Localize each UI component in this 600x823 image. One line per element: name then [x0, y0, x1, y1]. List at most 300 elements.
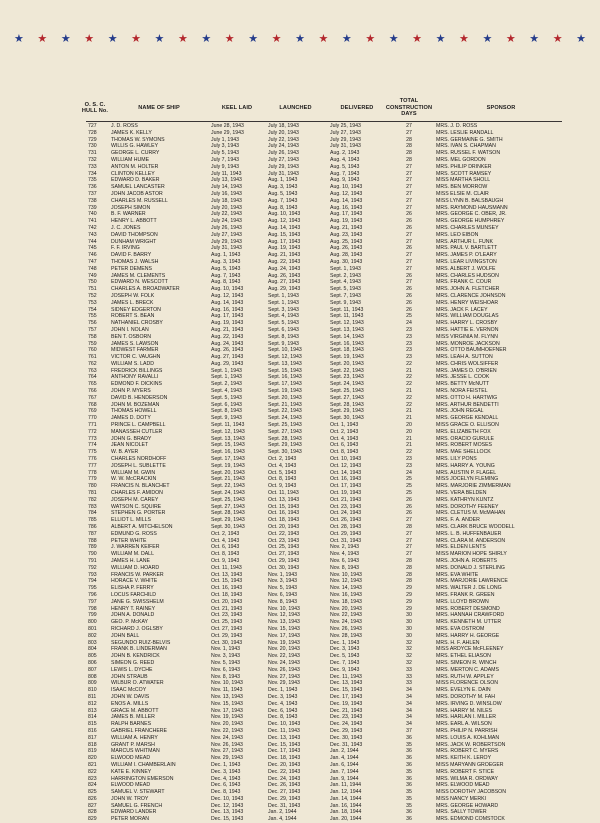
- keel-laid-cell: Oct. 30, 1943: [211, 639, 243, 646]
- table-row: [0, 347, 600, 354]
- launched-cell: Jan. 2, 1944: [268, 809, 297, 816]
- table-row: [0, 606, 600, 613]
- construction-days-cell: 29: [406, 585, 412, 592]
- star-icon: ★: [412, 32, 423, 45]
- construction-days-cell: 26: [406, 496, 412, 503]
- launched-cell: Oct. 23, 1943: [268, 537, 300, 544]
- sponsor-cell: MRS. HARRY A. YOUNG: [436, 462, 495, 469]
- launched-cell: Oct. 15, 1943: [268, 503, 300, 510]
- construction-days-cell: 25: [406, 313, 412, 320]
- construction-days-cell: 23: [406, 326, 412, 333]
- sponsor-cell: MRS. ROBERT MOSES: [436, 442, 493, 449]
- star-icon: ★: [529, 32, 540, 45]
- ship-name-cell: GABRIEL FRANCHERE: [111, 727, 168, 734]
- keel-laid-cell: Aug. 16, 1943: [211, 306, 244, 313]
- table-row: [0, 177, 600, 184]
- keel-laid-cell: Nov. 10, 1943: [211, 680, 243, 687]
- hull-number-cell: 752: [88, 292, 97, 299]
- star-icon: ★: [505, 32, 516, 45]
- keel-laid-cell: Sept. 22, 1943: [211, 483, 245, 490]
- table-row: [0, 708, 600, 715]
- keel-laid-cell: July 3, 1943: [211, 143, 239, 150]
- launched-cell: Aug. 24, 1943: [268, 265, 301, 272]
- delivered-cell: Sept. 9, 1943: [330, 299, 361, 306]
- delivered-cell: Oct. 24, 1943: [330, 510, 362, 517]
- sponsor-cell: MRS. JESSE L. COOK: [436, 374, 490, 381]
- keel-laid-cell: Nov. 20, 1943: [211, 721, 243, 728]
- launched-cell: Jan. 4, 1944: [268, 816, 297, 823]
- hull-number-cell: 733: [88, 163, 97, 170]
- sponsor-cell: MRS. ALBERT J. WOLFE: [436, 265, 496, 272]
- construction-days-cell: 32: [406, 646, 412, 653]
- hull-number-cell: 806: [88, 659, 97, 666]
- keel-laid-cell: June 29, 1943: [211, 129, 244, 136]
- launched-cell: Dec. 26, 1943: [268, 782, 301, 789]
- construction-days-cell: 36: [406, 775, 412, 782]
- launched-cell: Sept. 28, 1943: [268, 435, 302, 442]
- table-row: [0, 653, 600, 660]
- table-row: [0, 748, 600, 755]
- construction-days-cell: 27: [406, 258, 412, 265]
- hull-number-cell: 813: [88, 707, 97, 714]
- table-row: [0, 701, 600, 708]
- construction-days-cell: 27: [406, 170, 412, 177]
- launched-cell: Nov. 29, 1943: [268, 680, 300, 687]
- sponsor-cell: MRS. JOHN REGAL: [436, 408, 484, 415]
- ship-name-cell: STEPHEN G. PORTER: [111, 510, 166, 517]
- delivered-cell: Dec. 9, 1943: [330, 666, 360, 673]
- table-row: [0, 714, 600, 721]
- launched-cell: Nov. 6, 1943: [268, 591, 298, 598]
- table-row: [0, 803, 600, 810]
- ship-name-cell: J. D. ROSS: [111, 123, 138, 129]
- ship-name-cell: WILLIS G. HAWLEY: [111, 143, 159, 150]
- keel-laid-cell: Sept. 9, 1943: [211, 415, 242, 422]
- hull-number-cell: 754: [88, 306, 97, 313]
- hull-number-cell: 819: [88, 748, 97, 755]
- launched-cell: Aug. 26, 1943: [268, 272, 301, 279]
- delivered-cell: Dec. 30, 1943: [330, 734, 363, 741]
- sponsor-cell: MRS. RAYMOND HAUSMANN: [436, 204, 508, 211]
- table-row: [0, 789, 600, 796]
- hull-number-cell: 824: [88, 782, 97, 789]
- star-icon: ★: [14, 32, 24, 45]
- ship-name-cell: JOHN G. BRADY: [111, 435, 152, 442]
- construction-days-cell: 22: [406, 394, 412, 401]
- keel-laid-cell: Aug. 29, 1943: [211, 360, 244, 367]
- hull-number-cell: 778: [88, 469, 97, 476]
- table-row: [0, 619, 600, 626]
- ship-name-cell: MARCUS WHITMAN: [111, 748, 160, 755]
- keel-laid-cell: Aug. 10, 1943: [211, 286, 244, 293]
- sponsor-cell: MRS. HENRY WEISHOAR: [436, 299, 499, 306]
- table-row: [0, 408, 600, 415]
- construction-days-cell: 28: [406, 143, 412, 150]
- keel-laid-cell: Dec. 13, 1943: [211, 809, 244, 816]
- ship-name-cell: JAMES M. CLEMENTS: [111, 272, 166, 279]
- table-row: [0, 694, 600, 701]
- ship-name-cell: JEAN NICOLET: [111, 442, 149, 449]
- sponsor-cell: MRS. OTTO BAUMHOEFNER: [436, 347, 507, 354]
- header-hull-number: O. S. C. HULL No.: [81, 101, 109, 114]
- keel-laid-cell: Dec. 12, 1943: [211, 802, 244, 809]
- table-row: [0, 660, 600, 667]
- table-row: [0, 538, 600, 545]
- launched-cell: Sept. 9, 1943: [268, 340, 299, 347]
- keel-laid-cell: Oct. 20, 1943: [211, 598, 243, 605]
- delivered-cell: Oct. 6, 1943: [330, 442, 359, 449]
- delivered-cell: Dec. 24, 1943: [330, 721, 363, 728]
- keel-laid-cell: Nov. 29, 1943: [211, 755, 243, 762]
- ship-name-cell: CLINTON KELLEY: [111, 170, 155, 177]
- table-row: [0, 123, 600, 130]
- sponsor-cell: MRS. JOHN A. ROBERTS: [436, 558, 498, 564]
- launched-cell: Dec. 10, 1943: [268, 721, 301, 728]
- ship-name-cell: ANTHONY RAVALLI: [111, 374, 159, 381]
- sponsor-cell: MRS. ROBERT F. STICE: [436, 768, 495, 775]
- hull-number-cell: 781: [88, 490, 97, 497]
- sponsor-cell: MRS. WILMA R. ORDWAY: [436, 775, 498, 782]
- sponsor-cell: MRS. MAE SHELLOCK: [436, 449, 491, 456]
- construction-days-cell: 24: [406, 469, 412, 476]
- construction-days-cell: 28: [406, 136, 412, 143]
- launched-cell: Sept. 12, 1943: [268, 354, 302, 361]
- ship-name-cell: WILLIAM I. CHAMBERLAIN: [111, 761, 176, 768]
- keel-laid-cell: Oct. 16, 1943: [211, 585, 243, 592]
- construction-days-cell: 26: [406, 292, 412, 299]
- ship-name-cell: JOHN BALL: [111, 632, 140, 639]
- ship-name-cell: NATHANIEL CROSBY: [111, 320, 163, 327]
- ship-name-cell: GEO. P. McKAY: [111, 619, 148, 626]
- hull-number-cell: 807: [88, 666, 97, 673]
- launched-cell: Sept. 6, 1943: [268, 326, 299, 333]
- hull-number-cell: 747: [88, 258, 97, 265]
- ship-name-cell: DAVID F. BARRY: [111, 252, 152, 259]
- delivered-cell: Nov. 2, 1943: [330, 544, 360, 551]
- sponsor-cell: MRS. OTTO H. HARTWIG: [436, 394, 498, 401]
- hull-number-cell: 810: [88, 687, 97, 694]
- construction-days-cell: 34: [406, 721, 412, 728]
- hull-number-cell: 794: [88, 578, 97, 585]
- construction-days-cell: 23: [406, 462, 412, 469]
- launched-cell: Aug. 10, 1943: [268, 211, 301, 218]
- hull-number-cell: 795: [88, 585, 97, 592]
- delivered-cell: Sept. 5, 1943: [330, 286, 361, 293]
- star-icon: ★: [248, 32, 259, 45]
- sponsor-cell: MRS. HARRY H. GEORGE: [436, 632, 500, 639]
- table-row: [0, 205, 600, 212]
- table-row: [0, 816, 600, 823]
- hull-number-cell: 817: [88, 734, 97, 741]
- keel-laid-cell: Dec. 10, 1943: [211, 795, 244, 802]
- delivered-cell: Jan. 11, 1944: [330, 782, 362, 789]
- keel-laid-cell: Sept. 20, 1943: [211, 469, 245, 476]
- table-row: [0, 388, 600, 395]
- hull-number-cell: 738: [88, 197, 97, 204]
- sponsor-cell: MISS JOCELYN FLEMING: [436, 476, 499, 483]
- launched-cell: July 18, 1943: [268, 123, 299, 129]
- construction-days-cell: 32: [406, 653, 412, 660]
- construction-days-cell: 27: [406, 551, 412, 558]
- delivered-cell: Oct. 29, 1943: [330, 530, 362, 537]
- sponsor-cell: MISS NANCY MERKI: [436, 795, 487, 802]
- construction-days-cell: 35: [406, 795, 412, 802]
- hull-number-cell: 759: [88, 340, 97, 347]
- construction-days-cell: 23: [406, 340, 412, 347]
- ship-name-cell: LEWIS L. DYCHE: [111, 666, 153, 673]
- hull-number-cell: 802: [88, 632, 97, 639]
- table-row: [0, 320, 600, 327]
- delivered-cell: Aug. 9, 1943: [330, 177, 360, 184]
- sponsor-cell: MRS. J. D. ROSS: [436, 123, 478, 129]
- launched-cell: Nov. 24, 1943: [268, 659, 300, 666]
- keel-laid-cell: July 9, 1943: [211, 163, 239, 170]
- construction-days-cell: 26: [406, 272, 412, 279]
- table-row: [0, 130, 600, 137]
- star-icon: ★: [224, 32, 235, 45]
- delivered-cell: Aug. 19, 1943: [330, 218, 363, 225]
- table-row: [0, 517, 600, 524]
- hull-number-cell: 751: [88, 286, 97, 293]
- table-row: [0, 232, 600, 239]
- construction-days-cell: 28: [406, 571, 412, 578]
- keel-laid-cell: July 18, 1943: [211, 197, 242, 204]
- hull-number-cell: 797: [88, 598, 97, 605]
- table-row: [0, 239, 600, 246]
- launched-cell: Sept. 5, 1943: [268, 320, 299, 327]
- delivered-cell: Jan. 20, 1944: [330, 816, 362, 823]
- launched-cell: Dec. 18, 1943: [268, 755, 301, 762]
- ship-name-cell: W. B. AYER: [111, 449, 139, 456]
- sponsor-cell: MRS. RUTH W. APPLEY: [436, 673, 494, 680]
- delivered-cell: Sept. 22, 1943: [330, 367, 364, 374]
- header-rule: [86, 121, 562, 122]
- launched-cell: Nov. 26, 1943: [268, 666, 300, 673]
- ship-name-cell: VICTOR C. VAUGHN: [111, 354, 161, 361]
- table-row: [0, 565, 600, 572]
- delivered-cell: Sept. 18, 1943: [330, 347, 364, 354]
- sponsor-cell: MRS. DOROTHY M. FAH: [436, 693, 495, 700]
- star-icon: ★: [84, 32, 95, 45]
- keel-laid-cell: Aug. 14, 1943: [211, 299, 244, 306]
- sponsor-cell: MRS. ELWOOD MEAD: [436, 782, 490, 789]
- delivered-cell: Oct. 1, 1943: [330, 422, 359, 429]
- sponsor-cell: MRS. F. A. ANDER: [436, 517, 480, 524]
- launched-cell: Aug. 29, 1943: [268, 286, 301, 293]
- ship-name-cell: ELISHA P. FERRY: [111, 585, 154, 592]
- construction-days-cell: 27: [406, 537, 412, 544]
- construction-days-cell: 27: [406, 265, 412, 272]
- ship-table-body: [0, 123, 600, 823]
- construction-days-cell: 22: [406, 374, 412, 381]
- launched-cell: July 20, 1943: [268, 129, 299, 136]
- ship-name-cell: CHARLES A. BROADWATER: [111, 286, 180, 293]
- ship-name-cell: HORACE V. WHITE: [111, 578, 158, 585]
- construction-days-cell: 21: [406, 415, 412, 422]
- table-row: [0, 531, 600, 538]
- keel-laid-cell: Oct. 2, 1943: [211, 530, 240, 537]
- delivered-cell: Sept. 23, 1943: [330, 374, 364, 381]
- delivered-cell: July 29, 1943: [330, 136, 361, 143]
- star-icon: ★: [576, 32, 586, 45]
- hull-number-cell: 756: [88, 320, 97, 327]
- hull-number-cell: 772: [88, 428, 97, 435]
- construction-days-cell: 27: [406, 197, 412, 204]
- table-row: [0, 374, 600, 381]
- table-row: [0, 646, 600, 653]
- construction-days-cell: 28: [406, 564, 412, 571]
- launched-cell: Oct. 20, 1943: [268, 524, 300, 531]
- ship-name-cell: SAMUEL LANCASTER: [111, 184, 165, 191]
- sponsor-cell: MRS. LLOYD BROWN: [436, 598, 489, 605]
- ship-name-cell: EDMOND F. DICKINS: [111, 381, 163, 388]
- launched-cell: Aug. 19, 1943: [268, 245, 301, 252]
- delivered-cell: Sept. 13, 1943: [330, 326, 364, 333]
- launched-cell: Sept. 1, 1943: [268, 299, 299, 306]
- delivered-cell: Nov. 14, 1943: [330, 585, 362, 592]
- keel-laid-cell: Sept. 27, 1943: [211, 503, 245, 510]
- launched-cell: Aug. 17, 1943: [268, 238, 301, 245]
- construction-days-cell: 26: [406, 224, 412, 231]
- construction-days-cell: 36: [406, 816, 412, 823]
- sponsor-cell: MRS. SALLY TOWER: [436, 809, 487, 816]
- table-row: [0, 279, 600, 286]
- table-row: [0, 164, 600, 171]
- hull-number-cell: 823: [88, 775, 97, 782]
- table-row: [0, 483, 600, 490]
- ship-name-cell: JAMES S. LAWSON: [111, 340, 159, 347]
- sponsor-cell: MRS. MERTON C. ADAMS: [436, 666, 499, 673]
- launched-cell: Oct. 5, 1943: [268, 469, 297, 476]
- sponsor-cell: MRS. AUSTIN P. FLAGEL: [436, 469, 497, 476]
- star-icon: ★: [365, 32, 376, 45]
- star-icon: ★: [154, 32, 165, 45]
- keel-laid-cell: Nov. 22, 1943: [211, 727, 243, 734]
- construction-days-cell: 36: [406, 734, 412, 741]
- ship-name-cell: ROBERT S. BEAN: [111, 313, 155, 320]
- hull-number-cell: 783: [88, 503, 97, 510]
- delivered-cell: Dec. 23, 1943: [330, 714, 363, 721]
- sponsor-cell: MISS ELSIE M. CLAIR: [436, 190, 489, 197]
- construction-days-cell: 23: [406, 456, 412, 463]
- hull-number-cell: 786: [88, 524, 97, 531]
- keel-laid-cell: Aug. 3, 1943: [211, 258, 241, 265]
- hull-number-cell: 758: [88, 333, 97, 340]
- construction-days-cell: 25: [406, 483, 412, 490]
- delivered-cell: Sept. 12, 1943: [330, 320, 364, 327]
- construction-days-cell: 35: [406, 789, 412, 796]
- star-icon: ★: [295, 32, 305, 45]
- hull-number-cell: 767: [88, 394, 97, 401]
- launched-cell: Dec. 8, 1943: [268, 714, 298, 721]
- keel-laid-cell: Sept. 28, 1943: [211, 510, 245, 517]
- keel-laid-cell: July 27, 1943: [211, 231, 242, 238]
- delivered-cell: Nov. 8, 1943: [330, 564, 360, 571]
- sponsor-cell: MISS DOROTHY JACOBSON: [436, 789, 506, 796]
- keel-laid-cell: Nov. 24, 1943: [211, 734, 243, 741]
- delivered-cell: Sept. 28, 1943: [330, 401, 364, 408]
- construction-days-cell: 25: [406, 476, 412, 483]
- table-row: [0, 742, 600, 749]
- table-row: [0, 687, 600, 694]
- ship-name-cell: WILLIAM S. LADD: [111, 360, 154, 367]
- hull-number-cell: 734: [88, 170, 97, 177]
- ship-name-cell: MIDWEST FARMER: [111, 347, 159, 354]
- launched-cell: Oct. 16, 1943: [268, 510, 300, 517]
- hull-number-cell: 761: [88, 354, 97, 361]
- hull-number-cell: 727: [88, 123, 97, 129]
- ship-name-cell: JAMES H. LANE: [111, 558, 150, 564]
- launched-cell: Oct. 22, 1943: [268, 530, 300, 537]
- table-row: [0, 341, 600, 348]
- sponsor-cell: MRS. EVA WHITE: [436, 571, 479, 578]
- delivered-cell: Dec. 5, 1943: [330, 653, 360, 660]
- keel-laid-cell: Sept. 13, 1943: [211, 435, 245, 442]
- ship-name-cell: WILLIAM M. GWIN: [111, 469, 156, 476]
- construction-days-cell: 26: [406, 286, 412, 293]
- sponsor-cell: MISS LYNN B. BALSBAUGH: [436, 197, 504, 204]
- ship-name-cell: W. W. McCRACKIN: [111, 476, 157, 483]
- table-row: [0, 368, 600, 375]
- delivered-cell: Dec. 29, 1943: [330, 727, 363, 734]
- construction-days-cell: 22: [406, 401, 412, 408]
- hull-number-cell: 796: [88, 591, 97, 598]
- launched-cell: Nov. 5, 1943: [268, 585, 298, 592]
- table-row: [0, 470, 600, 477]
- delivered-cell: Oct. 14, 1943: [330, 469, 362, 476]
- ship-name-cell: SIDNEY EDGERTON: [111, 306, 161, 313]
- construction-days-cell: 34: [406, 687, 412, 694]
- delivered-cell: Oct. 17, 1943: [330, 483, 362, 490]
- ship-name-cell: WILLIAM HUME: [111, 156, 150, 163]
- launched-cell: Aug. 1, 1943: [268, 177, 298, 184]
- sponsor-cell: MRS. MEL GORDON: [436, 156, 486, 163]
- star-icon: ★: [271, 32, 282, 45]
- table-row: [0, 626, 600, 633]
- sponsor-cell: MRS. LOUIS A. KOHLMAN: [436, 734, 500, 741]
- delivered-cell: Oct. 28, 1943: [330, 524, 362, 531]
- launched-cell: Sept. 21, 1943: [268, 401, 302, 408]
- hull-number-cell: 800: [88, 619, 97, 626]
- delivered-cell: Nov. 28, 1943: [330, 632, 362, 639]
- ship-name-cell: DUNHAM WRIGHT: [111, 238, 157, 245]
- construction-days-cell: 21: [406, 367, 412, 374]
- hull-number-cell: 769: [88, 408, 97, 415]
- hull-number-cell: 791: [88, 558, 97, 564]
- keel-laid-cell: July 29, 1943: [211, 238, 242, 245]
- ship-name-cell: GRACE M. ABBOTT: [111, 707, 159, 714]
- delivered-cell: Aug. 10, 1943: [330, 184, 363, 191]
- delivered-cell: Nov. 26, 1943: [330, 625, 362, 632]
- ship-name-cell: RALPH BARNES: [111, 721, 152, 728]
- ship-name-cell: THOMAS HOWELL: [111, 408, 157, 415]
- delivered-cell: Oct. 23, 1943: [330, 503, 362, 510]
- sponsor-cell: MRS. HARRY L. CROSBY: [436, 320, 498, 327]
- sponsor-cell: MRS. MARJORIE LAWRENCE: [436, 578, 508, 585]
- launched-cell: Sept. 16, 1943: [268, 374, 302, 381]
- sponsor-cell: MRS. CHRIS WOLSIFFER: [436, 360, 499, 367]
- hull-number-cell: 826: [88, 795, 97, 802]
- header-keel-laid: KEEL LAID: [221, 104, 253, 111]
- keel-laid-cell: Dec. 15, 1943: [211, 816, 244, 823]
- ship-name-cell: JAMES L. BRECK: [111, 299, 154, 306]
- table-row: [0, 490, 600, 497]
- ship-name-cell: JANE G. SWISSHELM: [111, 598, 164, 605]
- sponsor-cell: MISS MARYANN GROEGER: [436, 761, 504, 768]
- sponsor-cell: MRS. MONROE JACKSON: [436, 340, 500, 347]
- keel-laid-cell: Aug. 26, 1943: [211, 347, 244, 354]
- launched-cell: Oct. 29, 1943: [268, 558, 300, 564]
